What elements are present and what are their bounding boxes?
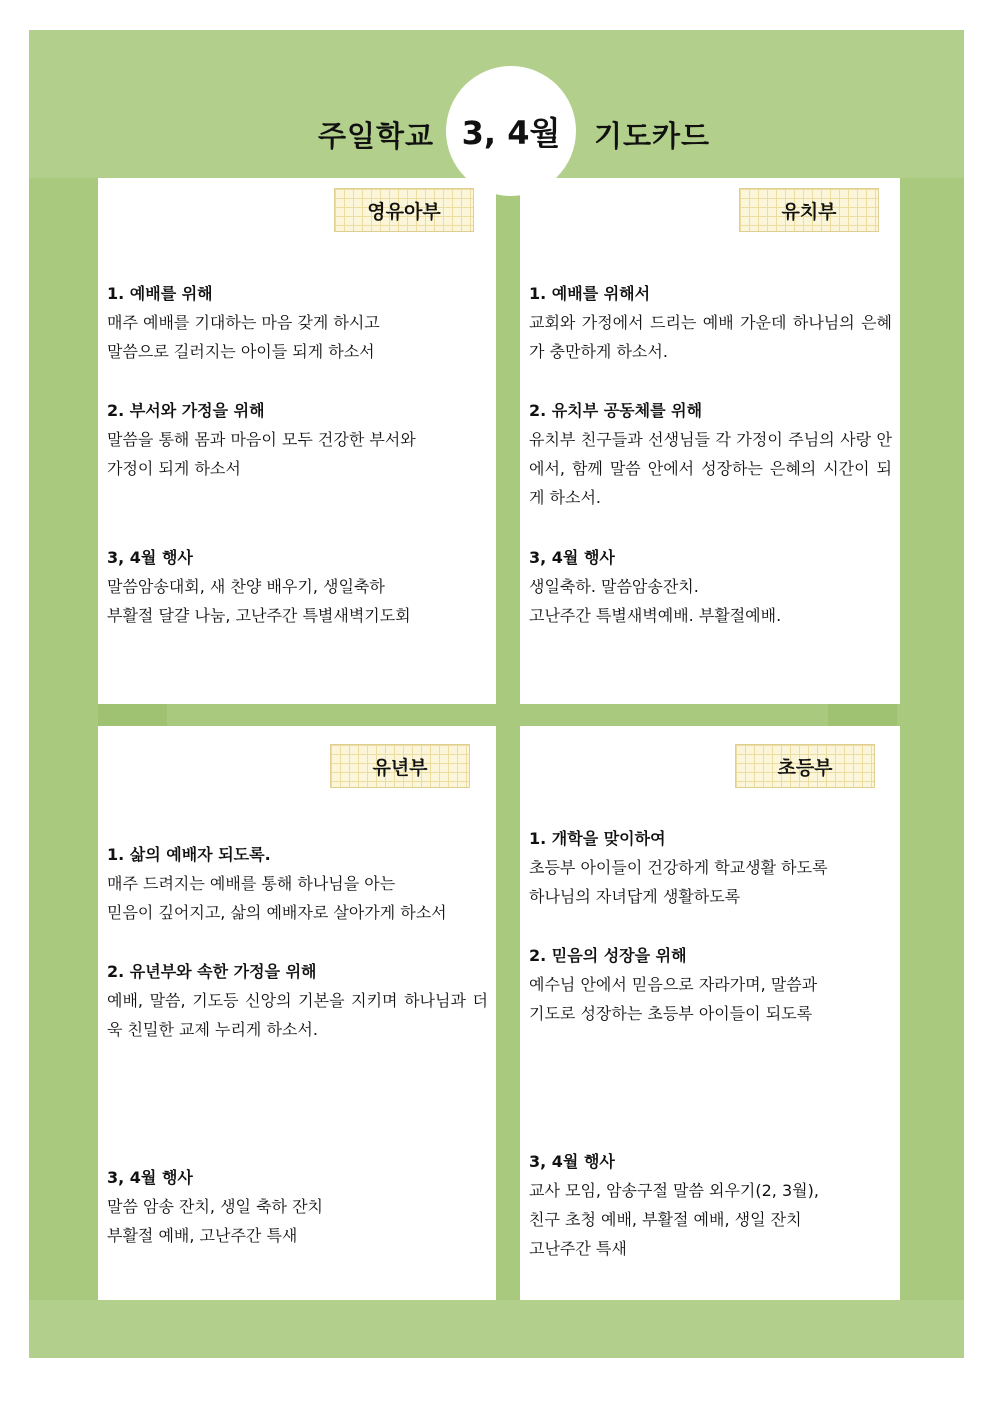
- section-body: 교사 모임, 암송구절 말씀 외우기(2, 3월), 친구 초청 예배, 부활절 예배, 생일 잔치 고난주간 특새: [529, 1181, 819, 1258]
- section-body: 초등부 아이들이 건강하게 학교생활 하도록 하나님의 자녀답게 생활하도록: [529, 858, 828, 906]
- prayer-section-2: [529, 396, 892, 512]
- section-heading: 3, 4월 행사: [107, 548, 193, 567]
- events-section: [529, 1147, 892, 1263]
- section-body: 말씀 암송 잔치, 생일 축하 잔치 부활절 예배, 고난주간 특새: [107, 1197, 323, 1245]
- department-badge: 초등부: [735, 744, 875, 788]
- events-section: [107, 543, 488, 630]
- section-heading: 2. 부서와 가정을 위해: [107, 401, 265, 420]
- section-body: 매주 예배를 기대하는 마음 갖게 하시고 말씀으로 길러지는 아이들 되게 하소서: [107, 313, 380, 361]
- section-heading: 1. 예배를 위해서: [529, 284, 651, 303]
- section-body: 예배, 말씀, 기도등 신앙의 기본을 지키며 하나님과 더욱 친밀한 교제 누리게 하소서.: [107, 991, 488, 1039]
- section-heading: 2. 유치부 공동체를 위해: [529, 401, 703, 420]
- prayer-section-1: [529, 279, 892, 366]
- section-heading: 2. 믿음의 성장을 위해: [529, 946, 687, 965]
- title-bar: [0, 30, 992, 180]
- section-heading: 2. 유년부와 속한 가정을 위해: [107, 962, 317, 981]
- title-month-circle: [446, 66, 576, 196]
- events-section: [529, 543, 892, 630]
- title-month: 3, 4월: [461, 114, 561, 152]
- section-body: 말씀암송대회, 새 찬양 배우기, 생일축하 부활절 달걀 나눔, 고난주간 특별새벽기도회: [107, 577, 411, 625]
- section-body: 예수님 안에서 믿음으로 자라가며, 말씀과 기도로 성장하는 초등부 아이들이 되도록: [529, 975, 818, 1023]
- section-heading: 1. 개학을 맞이하여: [529, 829, 666, 848]
- events-section: [107, 1163, 488, 1250]
- prayer-section-1: [107, 840, 488, 927]
- prayer-section-2: [529, 941, 892, 1028]
- infant-card: [98, 178, 496, 704]
- background-band: [29, 1300, 964, 1358]
- section-body: 매주 드려지는 예배를 통해 하나님을 아는 믿음이 깊어지고, 삶의 예배자로 살아가게 하소서: [107, 874, 447, 922]
- section-heading: 3, 4월 행사: [529, 548, 615, 567]
- elementary-card: [520, 726, 900, 1300]
- department-badge: 유치부: [739, 188, 879, 232]
- prayer-section-1: [529, 824, 892, 911]
- section-heading: 1. 예배를 위해: [107, 284, 213, 303]
- section-heading: 3, 4월 행사: [529, 1152, 615, 1171]
- prayer-section-1: [107, 279, 488, 366]
- section-heading: 3, 4월 행사: [107, 1168, 193, 1187]
- kindergarten-card: [520, 178, 900, 704]
- section-body: 유치부 친구들과 선생님들 각 가정이 주님의 사랑 안에서, 함께 말씀 안에서 성장하는 은혜의 시간이 되게 하소서.: [529, 430, 892, 507]
- title-sunday-school: 주일학교: [318, 119, 435, 153]
- section-body: 교회와 가정에서 드리는 예배 가운데 하나님의 은혜가 충만하게 하소서.: [529, 313, 892, 361]
- title-prayer-card: 기도카드: [594, 119, 711, 153]
- prayer-section-2: [107, 396, 488, 483]
- section-body: 생일축하. 말씀암송잔치. 고난주간 특별새벽예배. 부활절예배.: [529, 577, 782, 625]
- section-heading: 1. 삶의 예배자 되도록.: [107, 845, 271, 864]
- department-badge: 유년부: [330, 744, 470, 788]
- section-body: 말씀을 통해 몸과 마음이 모두 건강한 부서와 가정이 되게 하소서: [107, 430, 416, 478]
- department-badge: 영유아부: [334, 188, 474, 232]
- prayer-section-2: [107, 957, 488, 1044]
- youth-card: [98, 726, 496, 1300]
